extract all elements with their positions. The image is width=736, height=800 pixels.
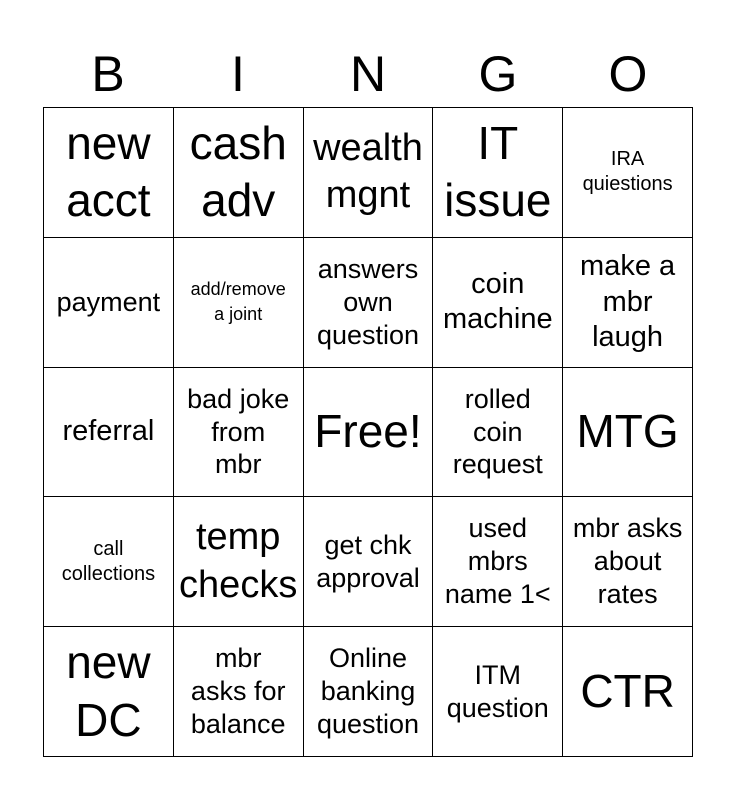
bingo-cell[interactable] — [433, 497, 563, 627]
bingo-cell[interactable] — [44, 108, 174, 238]
bingo-cell[interactable] — [174, 497, 304, 627]
header-letter-i: I — [231, 46, 245, 102]
cell-label: make a mbr laugh — [580, 250, 676, 353]
bingo-cell[interactable] — [174, 108, 304, 238]
bingo-cell[interactable] — [563, 368, 693, 498]
cell-label: new acct — [66, 116, 151, 227]
header-letter-b: B — [91, 46, 125, 102]
cell-label: IT issue — [444, 116, 552, 227]
cell-label: coin machine — [442, 267, 553, 336]
cell-label: mbr asks about rates — [572, 513, 683, 610]
cell-label: rolled coin request — [452, 383, 543, 480]
bingo-cell[interactable] — [433, 627, 563, 757]
bingo-cell[interactable] — [563, 108, 693, 238]
bingo-cell[interactable] — [44, 368, 174, 498]
bingo-cell[interactable] — [44, 627, 174, 757]
bingo-cell[interactable] — [563, 497, 693, 627]
cell-label: ITM question — [446, 659, 549, 723]
header-letter-o: O — [608, 46, 648, 102]
header-letter-n: N — [349, 46, 387, 102]
cell-label: referral — [62, 415, 155, 448]
bingo-cell[interactable] — [563, 238, 693, 368]
bingo-cell[interactable] — [304, 108, 434, 238]
cell-label: bad joke from mbr — [187, 383, 290, 480]
bingo-cell[interactable] — [174, 627, 304, 757]
bingo-cell[interactable] — [174, 238, 304, 368]
cell-label: get chk approval — [316, 529, 420, 593]
cell-label: Online banking question — [316, 643, 420, 740]
bingo-cell[interactable] — [304, 238, 434, 368]
free-space[interactable] — [304, 368, 434, 498]
bingo-cell[interactable] — [433, 368, 563, 498]
bingo-cell[interactable] — [44, 497, 174, 627]
bingo-header — [43, 40, 693, 108]
cell-label: mbr asks for balance — [190, 643, 286, 740]
cell-label: wealth mgnt — [313, 126, 423, 217]
cell-label: MTG — [576, 405, 679, 458]
cell-label: new DC — [66, 636, 151, 746]
cell-label: cash adv — [189, 116, 287, 227]
cell-label: temp checks — [179, 516, 298, 606]
bingo-cell[interactable] — [44, 238, 174, 368]
cell-label: call collections — [61, 537, 156, 585]
bingo-board — [43, 107, 693, 757]
cell-label: answers own question — [316, 253, 420, 350]
cell-label: payment — [56, 286, 161, 317]
bingo-cell[interactable] — [174, 368, 304, 498]
cell-label: used mbrs name 1< — [444, 513, 551, 610]
cell-label: CTR — [580, 664, 675, 717]
bingo-cell[interactable] — [304, 627, 434, 757]
header-letter-g: G — [478, 46, 518, 102]
cell-label: IRA quiestions — [582, 148, 673, 196]
bingo-cell[interactable] — [433, 238, 563, 368]
free-space-label: Free! — [314, 405, 422, 458]
bingo-cell[interactable] — [304, 497, 434, 627]
bingo-cell[interactable] — [563, 627, 693, 757]
cell-label: add/remove a joint — [190, 279, 286, 325]
bingo-cell[interactable] — [433, 108, 563, 238]
